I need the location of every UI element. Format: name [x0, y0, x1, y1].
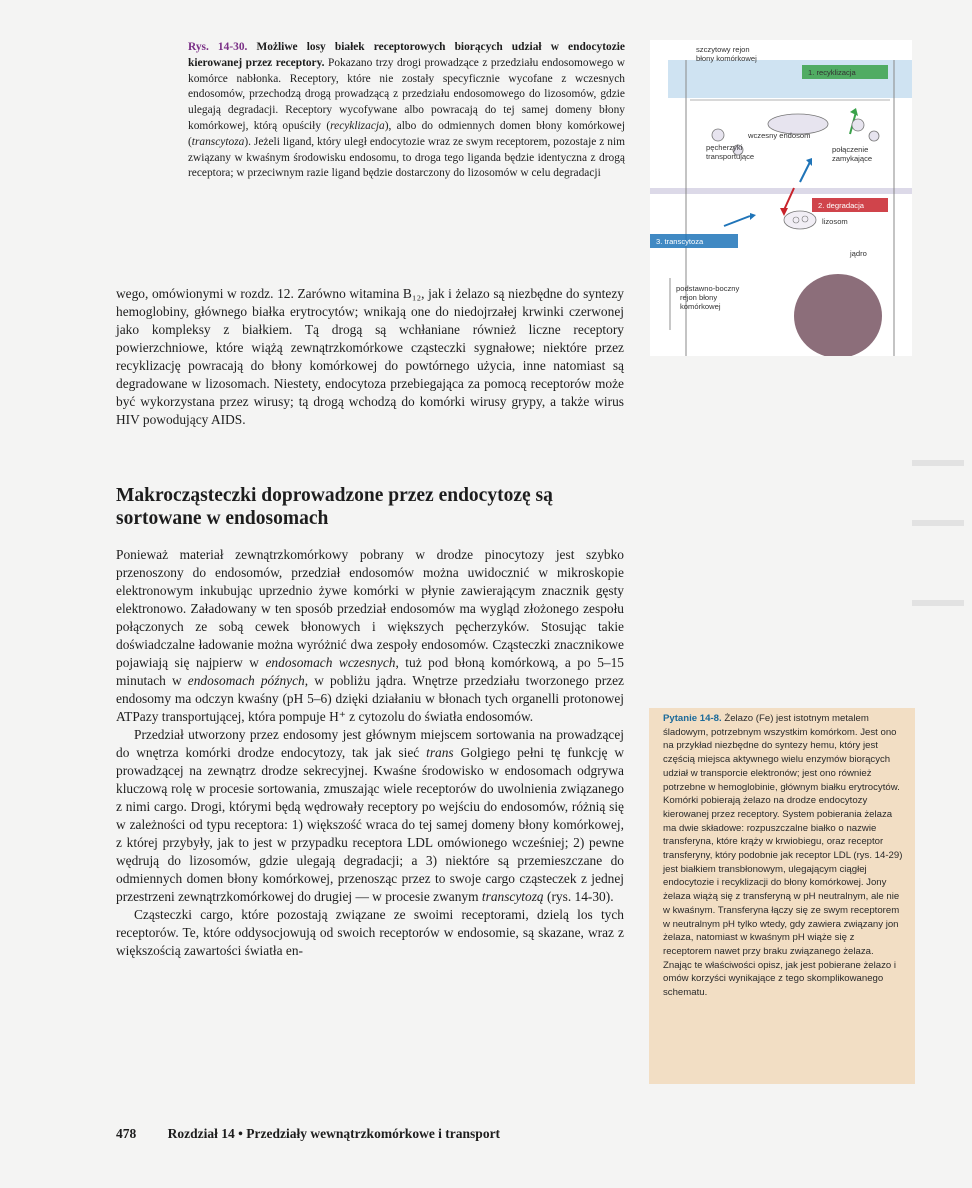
paragraph [116, 546, 624, 726]
section-heading: Makrocząsteczki doprowadzone przez endocytozę są sortowane w endosomach [116, 485, 553, 529]
nucleus-label: jądro [850, 249, 867, 258]
early-endosome-label: wczesny endosom [748, 131, 811, 140]
margin-shadow [912, 600, 964, 606]
paragraph-text: , tuż pod błoną komórkową, a po 5–15 minutach w [116, 655, 624, 688]
basolateral-region-label: podstawno-boczny rejon błony komórkowej [676, 284, 740, 311]
transport-vesicle [852, 119, 864, 131]
paragraph: Cząsteczki cargo, które pozostają związane ze swoimi receptorami, dzielą los tych receptorów. Te, które oddysocjowują od swoich receptorów w endosomie, są skazane, wraz z większością zawartości światła en- [116, 907, 624, 958]
question-text [663, 712, 903, 1000]
tight-junction-label: połączenie zamykające [832, 145, 873, 163]
italic-term: endosomach późnych [187, 673, 305, 688]
transport-vesicle [869, 131, 879, 141]
italic-term: trans [426, 745, 454, 760]
italic-term: transcytozą [481, 889, 544, 904]
figure-caption-term: transcytoza [191, 135, 245, 148]
question-body: Żelazo (Fe) jest istotnym metalem śladowym, potrzebnym wszystkim komórkom. Jest ono na przykład niezbędne do syntezy hemu, który jest częścią miejsca aktywnego wielu enzymów biorących udział w transporcie elektronów; jest ono również potrzebne w hemoglobinie, głównym białku erytrocytów. Komórki pobierają żelazo na drodze endocytozy kierowanej przez receptory. System pobierania żelaza ma dwie składowe: rozpuszczalne białko o nazwie transferyna, które krąży w krwiobiegu, oraz receptor transferyny, który podobnie jak receptor LDL (rys. 14-29) jest białkiem transbłonowym, ulegającym ciągłej endocytozie i recyklizacji do błony komórkowej. Jony żelaza wiążą się z transferyną w pH neutralnym, ale nie w kwaśnym. Transferyna łączy się ze swym receptorem w neutralnym pH tylko wtedy, gdy zawiera związany jon żelaza, natomiast w kwaśnym pH wiąże się z receptorem nawet przy braku związanego żelaza. Znając te właściwości opisz, jak jest pobierane żelazo i omów korzyści wynikające z tego skomplikowanego schematu. [663, 713, 903, 999]
margin-shadow [912, 460, 964, 466]
recycling-label: 1. recyklizacja [808, 68, 856, 77]
page-footer [116, 1126, 500, 1142]
transport-vesicles-label: pęcherzyki transportujące [706, 143, 755, 161]
figure-caption [188, 40, 625, 182]
figure-caption-text: ). Jeżeli ligand, który uległ endocytozie wraz ze swym receptorem, pozostaje z nim związany w kwaśnym środowisku endosomu, to droga tego liganda będzie identyczna z drogą receptora; w przeciwnym razie ligand będzie dostarczony do lizosomów w celu degradacji [188, 135, 625, 180]
paragraph-text: Przedział utworzony przez endosomy jest głównym miejscem sortowania na prowadzącej do wnętrza komórki drodze endocytozy, tak jak sieć [116, 727, 624, 760]
paragraph-text: Ponieważ materiał zewnątrzkomórkowy pobrany w drodze pinocytozy jest szybko przenoszony do endosomów, przedział endosomów można uwidocznić w mikroskopie elektronowym inkubując uprzednio żywe komórki w płynie zawierającym znacznik gęsty elektronowo. Załadowany w ten sposób przedział endosomów ma wygląd złożonego zespołu połączonych ze sobą cewek błonowych i większych pęcherzyków. Stosując takie doświadczalne ładowanie można wyróżnić dwa zespoły endosomów. Cząsteczki znacznikowe pojawiają się najpierw w [116, 547, 624, 670]
transcytosis-label: 3. transcytoza [656, 237, 704, 246]
chapter-title: Przedziały wewnątrzkomórkowe i transport [246, 1126, 501, 1141]
paragraph-continuation [116, 285, 624, 429]
margin-shadow [912, 520, 964, 526]
transport-vesicle [712, 129, 724, 141]
figure-caption-term: recyklizacja [330, 119, 385, 132]
lysosome-label: lizosom [822, 217, 848, 226]
lysosome [784, 211, 816, 229]
question-label: Pytanie 14-8. [663, 713, 722, 724]
degradation-label: 2. degradacja [818, 201, 865, 210]
endosome-sorting-figure [650, 40, 912, 356]
figure-stripe [650, 188, 912, 194]
chapter-name: Rozdział 14 [167, 1126, 235, 1141]
paragraph-text: wego, omówionymi w rozdz. 12. Zarówno witamina B₁₂, jak i żelazo są niezbędne do syntezy hemoglobiny, głównego białka erytrocytów; wnikają one do niedojrzałej krwinki czerwonej jako kompleksy z białkiem. Tą drogą są wchłaniane również liczne receptory powierzchniowe, które wiążą zewnątrzkomórkowe cząsteczki sygnałowe; niektóre przez recyklizację powracają do błony komórkowej do powtórnego użycia, inne natomiast są degradowane w lizosomach. Niestety, endocytoza przebiegająca za pomocą receptorów może być wykorzystana przez wirusy; tą drogą wchodzą do komórki wirusy grypy, a także wirus HIV powodujący AIDS. [116, 286, 624, 427]
footer-bullet: • [238, 1126, 243, 1141]
nucleus [794, 274, 882, 356]
paragraph [116, 726, 624, 906]
figure-caption-text: Pokazano trzy drogi prowadzące z przedziału endosomowego w komórce nabłonka. Receptory, które nie zostały specyficznie wycofane z wczesnych endosomów, przechodzą drogą prowadzącą z przedziału endosomowego do lizosomów, gdzie ulegają degradacji. Receptory wycofywane albo powracają do tej samej domeny błony komórkowej, którą opuściły ( [188, 56, 625, 132]
paragraph-text: Golgiego pełni tę funkcję w prowadzącej na zewnątrz drodze sekrecyjnej. Kwaśne środowisko w endosomach odgrywa kluczową rolę w procesie sortowania, zmuszając wiele receptorów do uwolnienia związanego z nimi cargo. Drogi, którymi będą wędrowały receptory po wejściu do endosomów, różnią się w zależności od typu receptora: 1) większość wraca do tej samej domeny błony komórkowej, z której przybyły, jak to jest w przypadku receptora LDL omówionego wcześniej; 2) pewne wędrują do lizosomów, gdzie ulegają degradacji; a 3) niektóre są przemieszczane do odmiennych domen błony komórkowej, przenosząc przez to swoje cargo cząsteczek z jednej przestrzeni zewnątrzkomórkowej do drugiej — w procesie zwanym [116, 745, 624, 904]
figure-caption-title: Możliwe losy białek receptorowych biorących udział w endocytozie kierowanej przez receptory. [188, 41, 625, 69]
apical-region-label: szczytowy rejon błony komórkowej [696, 45, 757, 63]
italic-term: endosomach wczesnych [265, 655, 396, 670]
figure-caption-label: Rys. 14-30. [188, 41, 248, 53]
paragraph-text: , w pobliżu jądra. Wnętrze przedziału tworzonego przez endosomy ma odczyn kwaśny (pH 5–6) dzięki działaniu w błonach tych organelli protonowej ATPazy transportującej, która pompuje H⁺ z cytozolu do światła endosomów. [116, 673, 624, 724]
paragraph-text: (rys. 14-30). [543, 889, 614, 904]
page-number: 478 [116, 1126, 137, 1141]
figure-caption-text: ), albo do odmiennych domen błony komórkowej ( [188, 119, 626, 148]
section-body [116, 546, 624, 960]
